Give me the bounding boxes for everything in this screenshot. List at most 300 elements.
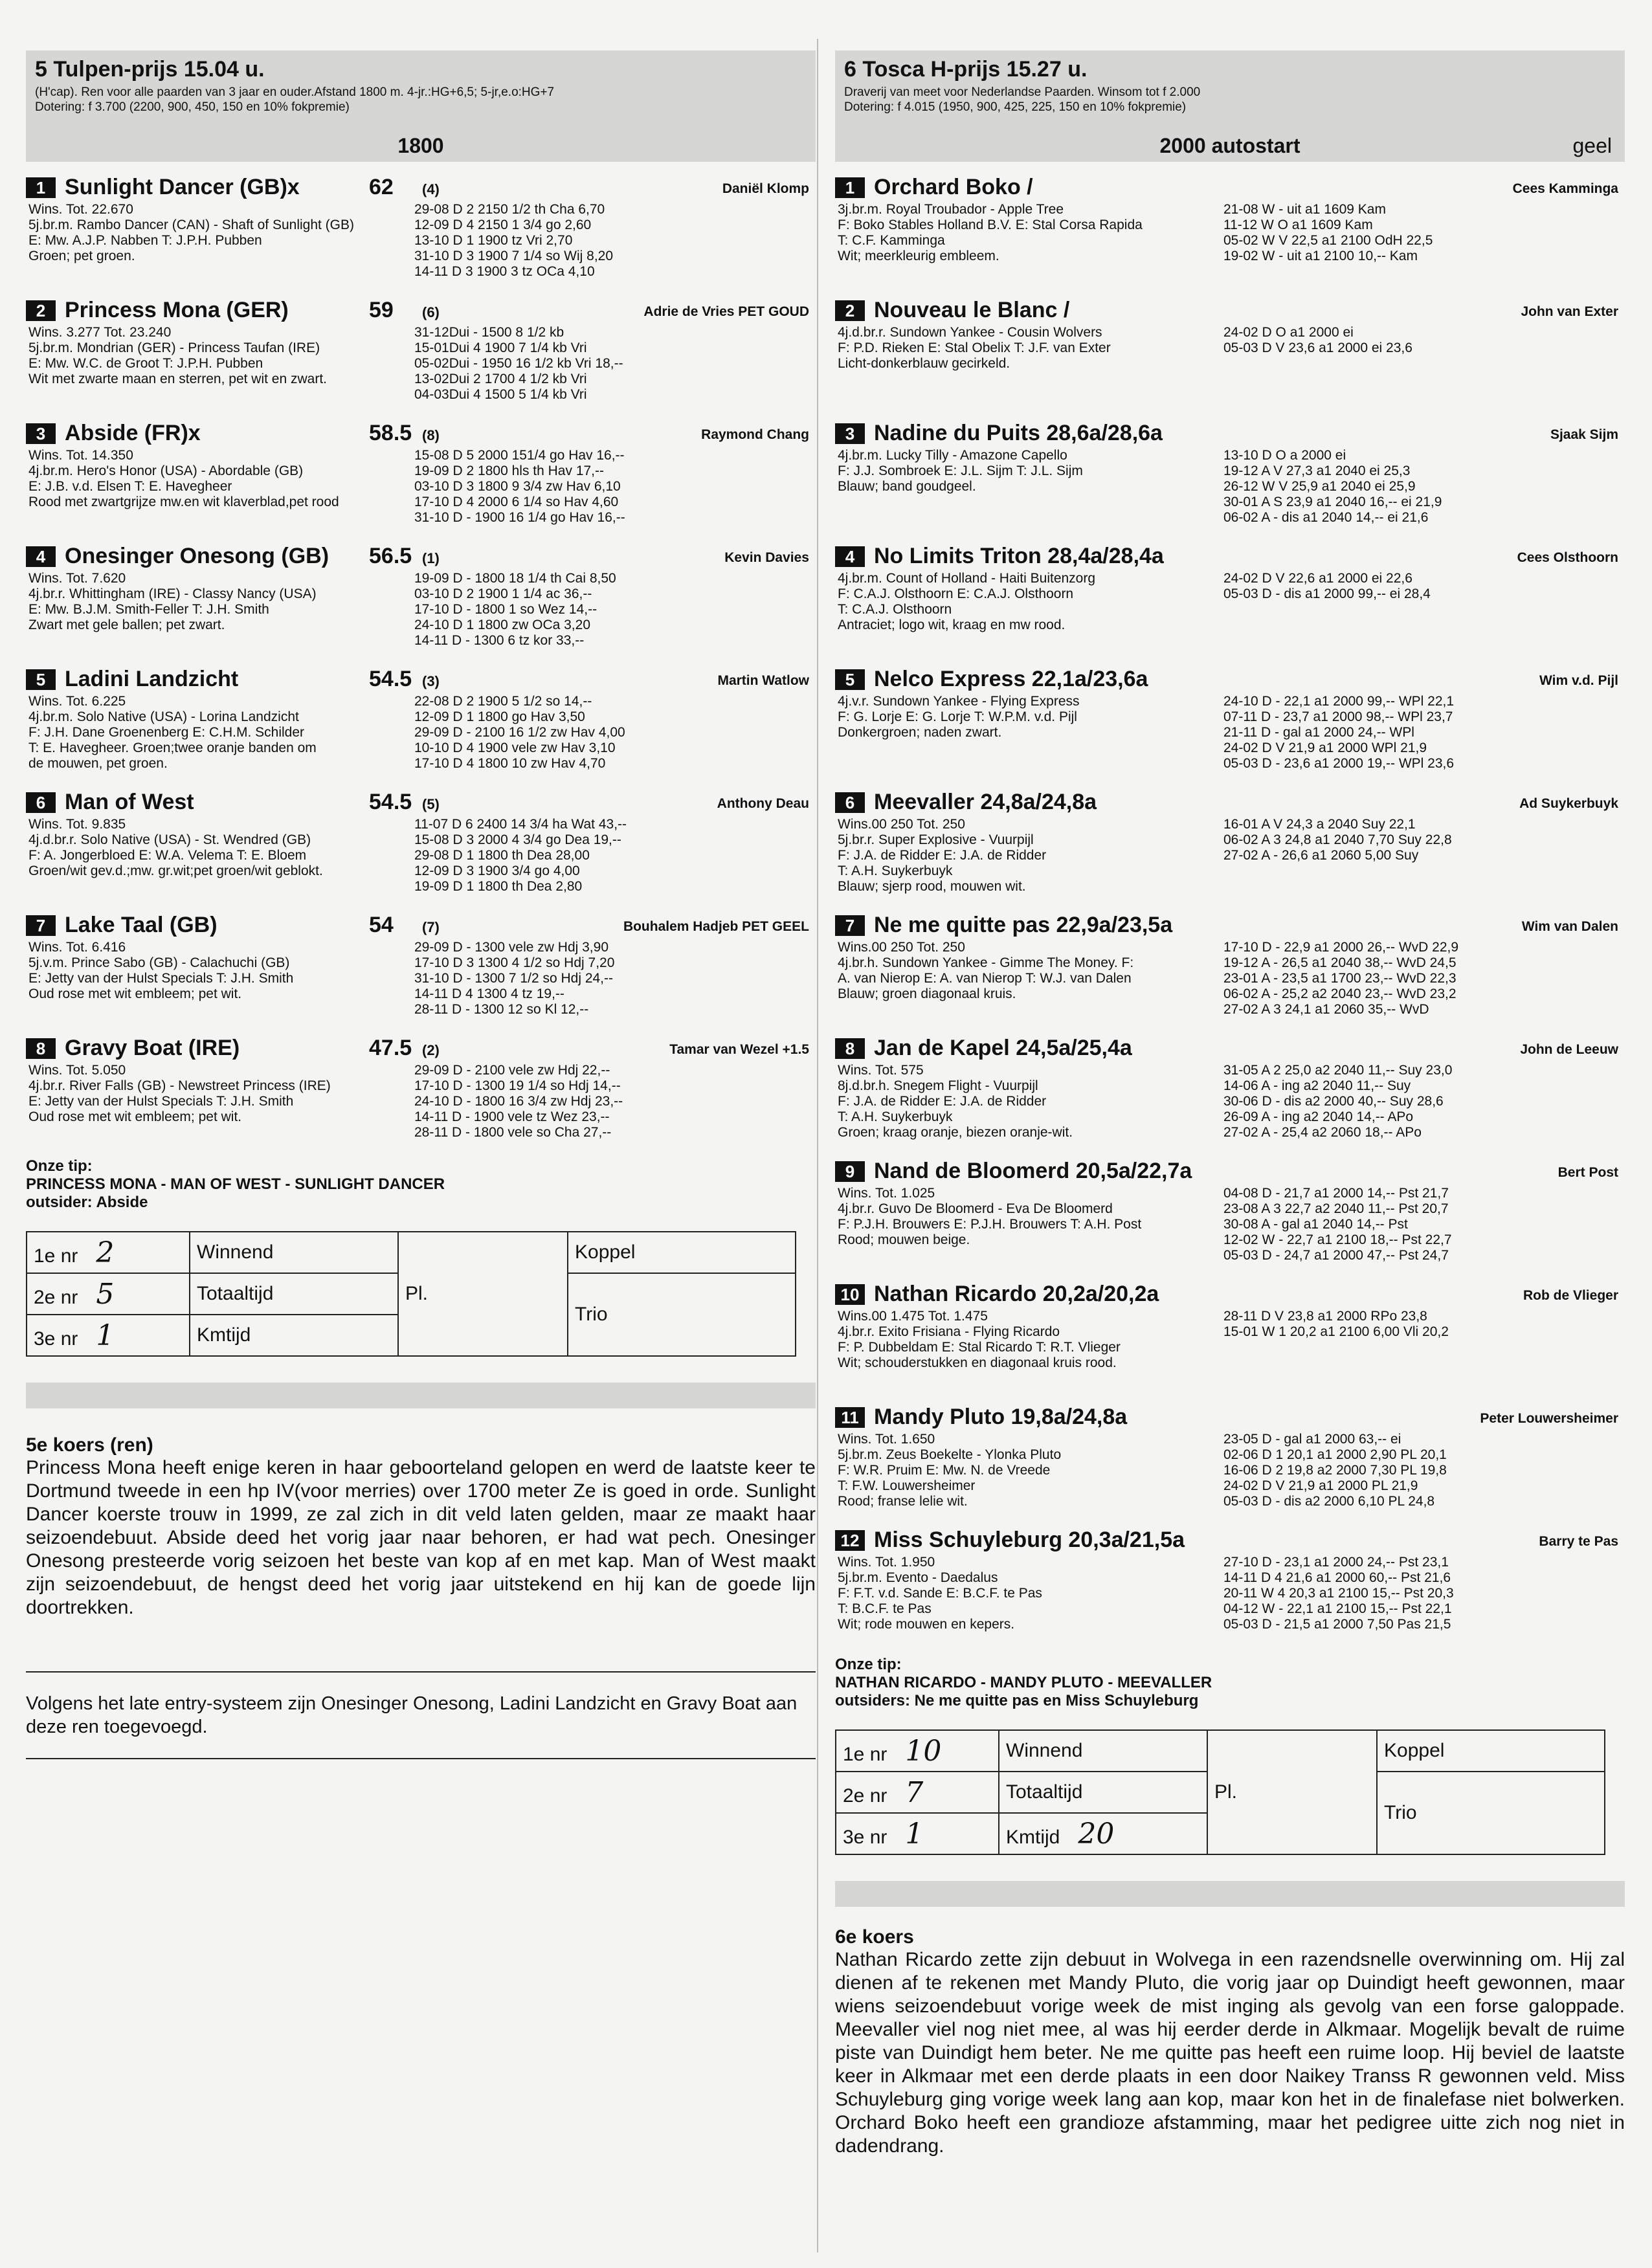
race-title: 6 Tosca H-prijs 15.27 u.	[844, 57, 1088, 82]
form-line: 24-10 D - 1800 16 3/4 zw Hdj 23,--	[414, 1094, 623, 1109]
info-line: F: J.J. Sombroek E: J.L. Sijm T: J.L. Sijm	[838, 463, 1083, 478]
result-totaaltijd: Totaaltijd	[190, 1273, 398, 1315]
form-line: 05-03 D - 21,5 a1 2000 7,50 Pas 21,5	[1223, 1617, 1451, 1632]
info-line: T: C.F. Kamminga	[838, 233, 945, 248]
tip-outsider: outsiders: Ne me quitte pas en Miss Schuyleburg	[835, 1692, 1199, 1709]
info-line: de mouwen, pet groen.	[28, 756, 168, 771]
start-number: 8	[26, 1038, 56, 1059]
form-line: 27-02 A - 25,4 a2 2060 18,-- APo	[1223, 1125, 1422, 1140]
result-table	[26, 1231, 796, 1357]
info-line: Zwart met gele ballen; pet zwart.	[28, 617, 225, 632]
horse-info	[838, 817, 1220, 895]
form-lines	[1223, 325, 1412, 356]
jockey-name: Wim van Dalen	[1521, 919, 1618, 934]
form-line: 31-10 D - 1300 7 1/2 so Hdj 24,--	[414, 971, 614, 986]
start-number: 8	[835, 1038, 865, 1059]
start-number: 10	[835, 1284, 865, 1305]
horse-header	[835, 1034, 1625, 1060]
info-line: Wins. Tot. 6.416	[28, 940, 126, 955]
result-third: 3e nr 1	[27, 1315, 190, 1356]
race-6-column	[835, 0, 1625, 2268]
horse-name: Lake Taal (GB)	[65, 913, 218, 937]
form-line: 05-03 D - dis a1 2000 99,-- ei 28,4	[1223, 586, 1431, 601]
horse-header	[835, 1157, 1625, 1183]
result-second: 2e nr 7	[836, 1772, 999, 1813]
form-line: 10-10 D 4 1900 vele zw Hav 3,10	[414, 740, 616, 755]
tip	[26, 1157, 816, 1212]
horse-name: Princess Mona (GER)	[65, 298, 289, 322]
info-line: 4j.br.m. Solo Native (USA) - Lorina Landzicht	[28, 709, 299, 724]
form-lines	[414, 817, 627, 895]
form-lines	[1223, 1555, 1454, 1632]
info-line: T: E. Havegheer. Groen;twee oranje banden om	[28, 740, 317, 755]
info-line: 3j.br.m. Royal Troubador - Apple Tree	[838, 202, 1064, 217]
start-number: 3	[26, 423, 56, 444]
info-line: F: G. Lorje E: G. Lorje T: W.P.M. v.d. Pijl	[838, 709, 1077, 724]
jockey-name: Peter Louwersheimer	[1480, 1411, 1618, 1426]
tip-label: Onze tip:	[835, 1656, 902, 1673]
horse-weight: 58.5	[369, 421, 412, 445]
horse-name: Nand de Bloomerd 20,5a/22,7a	[874, 1159, 1192, 1183]
form-line: 05-03 D - 23,6 a1 2000 19,-- WPl 23,6	[1223, 756, 1455, 771]
tip-label: Onze tip:	[26, 1157, 93, 1175]
horse-name: Ne me quitte pas 22,9a/23,5a	[874, 913, 1173, 937]
form-line: 29-08 D 2 2150 1/2 th Cha 6,70	[414, 202, 605, 217]
form-line: 28-11 D V 23,8 a1 2000 RPo 23,8	[1223, 1309, 1427, 1324]
form-line: 19-09 D 2 1800 hls th Hav 17,--	[414, 463, 604, 478]
info-line: Wins.00 250 Tot. 250	[838, 817, 965, 832]
form-line: 07-11 D - 23,7 a1 2000 98,-- WPl 23,7	[1223, 709, 1453, 724]
form-line: 13-10 D O a 2000 ei	[1223, 448, 1346, 463]
info-line: Groen; pet groen.	[28, 249, 135, 263]
info-line: Groen/wit gev.d.;mw. gr.wit;pet groen/wit geblokt.	[28, 863, 323, 878]
race-conditions: Draverij van meet voor Nederlandse Paarden. Winsom tot f 2.000	[844, 85, 1201, 99]
info-line: Wins.00 1.475 Tot. 1.475	[838, 1309, 988, 1324]
form-line: 19-09 D - 1800 18 1/4 th Cai 8,50	[414, 571, 616, 586]
form-line: 11-07 D 6 2400 14 3/4 ha Wat 43,--	[414, 817, 627, 832]
result-koppel: Koppel	[1377, 1730, 1605, 1772]
horse-name: Nathan Ricardo 20,2a/20,2a	[874, 1282, 1159, 1306]
horse-name: Meevaller 24,8a/24,8a	[874, 790, 1097, 814]
form-line: 24-02 D V 22,6 a1 2000 ei 22,6	[1223, 571, 1412, 586]
late-entry-note: Volgens het late entry-systeem zijn Onesinger Onesong, Ladini Landzicht en Gravy Boat aan deze ren toegevoegd.	[26, 1693, 798, 1737]
info-line: Oud rose met wit embleem; pet wit.	[28, 1109, 242, 1124]
info-line: E: Mw. A.J.P. Nabben T: J.P.H. Pubben	[28, 233, 262, 248]
start-number: 1	[835, 177, 865, 198]
start-number: 2	[26, 300, 56, 321]
start-position: (1)	[422, 550, 440, 566]
jockey-name: Kevin Davies	[724, 550, 809, 565]
horse-header	[835, 1280, 1625, 1306]
horse-info	[838, 325, 1220, 372]
jockey-name: Raymond Chang	[701, 427, 809, 442]
result-second: 2e nr 5	[27, 1273, 190, 1315]
jockey-name: Adrie de Vries PET GOUD	[643, 304, 809, 319]
form-line: 14-11 D 4 1300 4 tz 19,--	[414, 986, 564, 1001]
horse-header	[26, 788, 816, 814]
form-line: 06-02 A - 25,2 a2 2040 23,-- WvD 23,2	[1223, 986, 1457, 1001]
start-number: 3	[835, 423, 865, 444]
horse-entry	[835, 911, 1625, 1034]
horse-header	[26, 1034, 816, 1060]
race-distance: 1800	[397, 134, 444, 157]
horse-entry	[26, 665, 816, 788]
info-line: Wins. Tot. 22.670	[28, 202, 133, 217]
start-number: 4	[26, 546, 56, 567]
start-position: (3)	[422, 673, 440, 689]
info-line: F: J.A. de Ridder E: J.A. de Ridder	[838, 848, 1047, 863]
horse-entry	[26, 542, 816, 665]
horse-header	[835, 542, 1625, 568]
info-line: 8j.d.br.h. Snegem Flight - Vuurpijl	[838, 1078, 1038, 1093]
form-lines	[414, 448, 625, 526]
horse-header	[26, 665, 816, 691]
jockey-name: Barry te Pas	[1539, 1534, 1618, 1549]
form-lines	[1223, 571, 1431, 602]
result-first: 1e nr 2	[27, 1232, 190, 1273]
form-line: 24-02 D V 21,9 a1 2000 PL 21,9	[1223, 1478, 1418, 1493]
form-line: 11-12 W O a1 1609 Kam	[1223, 217, 1373, 232]
form-line: 06-02 A - dis a1 2040 14,-- ei 21,6	[1223, 510, 1429, 525]
form-line: 13-10 D 1 1900 tz Vri 2,70	[414, 233, 573, 248]
info-line: E: Jetty van der Hulst Specials T: J.H. Smith	[28, 1094, 294, 1109]
race-5-column	[26, 0, 816, 2268]
info-line: Rood; franse lelie wit.	[838, 1494, 968, 1509]
start-position: (7)	[422, 919, 440, 935]
form-lines	[1223, 448, 1442, 526]
info-line: Wins. Tot. 6.225	[28, 694, 126, 709]
start-position: (4)	[422, 181, 440, 197]
horse-entry	[26, 419, 816, 542]
horse-name: Mandy Pluto 19,8a/24,8a	[874, 1405, 1128, 1429]
horse-info	[28, 325, 410, 387]
jockey-name: John van Exter	[1521, 304, 1618, 319]
info-line: 5j.v.m. Prince Sabo (GB) - Calachuchi (GB)	[28, 955, 290, 970]
handwritten-number: 10	[905, 1734, 942, 1768]
info-line: Oud rose met wit embleem; pet wit.	[28, 986, 242, 1001]
start-number: 7	[835, 915, 865, 936]
horse-name: Ladini Landzicht	[65, 667, 239, 691]
horse-header	[835, 1403, 1625, 1429]
horse-info	[838, 694, 1220, 740]
form-line: 28-11 D - 1300 12 so Kl 12,--	[414, 1002, 589, 1017]
result-trio: Trio	[1377, 1772, 1605, 1854]
form-lines	[414, 1063, 623, 1140]
race-header	[835, 50, 1625, 162]
horse-weight: 54	[369, 913, 394, 937]
form-line: 24-10 D 1 1800 zw OCa 3,20	[414, 617, 590, 632]
form-line: 14-06 A - ing a2 2040 11,-- Suy	[1223, 1078, 1411, 1093]
start-number: 6	[26, 792, 56, 813]
horse-name: Sunlight Dancer (GB)x	[65, 175, 300, 199]
form-lines	[1223, 1186, 1452, 1263]
info-line: 4j.br.r. River Falls (GB) - Newstreet Princess (IRE)	[28, 1078, 331, 1093]
koers-text: Princess Mona heeft enige keren in haar geboorteland gelopen en werd de laatste keer te Dortmund tweede in een hp IV(voor merries) over 1700 meter Ze is goed in orde. Sunlight Dancer koerste trouw in 1999, ze zal zich in dit veld laten gelden, maar ze maakt haar seizoendebuut. Abside deed het vorig jaar naar behoren, er had wat pech. Onesinger Onesong presteerde vorig seizoen het beste van kop af en met kap. Man of West maakt zijn seizoendebuut, de hengst deed het vorig jaar uitstekend en hij kan de goede lijn doortrekken.	[26, 1457, 816, 1618]
rule	[26, 1671, 816, 1673]
start-position: (8)	[422, 427, 440, 443]
form-lines	[1223, 1309, 1449, 1340]
horse-header	[835, 173, 1625, 199]
form-line: 31-10 D 3 1900 7 1/4 so Wij 8,20	[414, 249, 614, 263]
info-line: Wins. Tot. 1.950	[838, 1555, 935, 1570]
info-line: 4j.br.r. Guvo De Bloomerd - Eva De Bloomerd	[838, 1201, 1113, 1216]
info-line: 4j.d.br.r. Sundown Yankee - Cousin Wolvers	[838, 325, 1102, 340]
horse-info	[28, 202, 410, 264]
horse-entry	[835, 1280, 1625, 1403]
form-line: 22-08 D 2 1900 5 1/2 so 14,--	[414, 694, 592, 709]
info-line: Wins. Tot. 1.025	[838, 1186, 935, 1201]
form-line: 17-10 D 4 1800 10 zw Hav 4,70	[414, 756, 606, 771]
form-line: 12-09 D 1 1800 go Hav 3,50	[414, 709, 585, 724]
info-line: E: Mw. W.C. de Groot T: J.P.H. Pubben	[28, 356, 263, 371]
info-line: F: C.A.J. Olsthoorn E: C.A.J. Olsthoorn	[838, 586, 1074, 601]
horse-info	[28, 571, 410, 633]
start-number: 1	[26, 177, 56, 198]
info-line: T: A.H. Suykerbuyk	[838, 1109, 953, 1124]
horse-info	[28, 940, 410, 1002]
handwritten-number: 2	[96, 1236, 115, 1269]
info-line: Donkergroen; naden zwart.	[838, 725, 1002, 740]
horse-name: Nelco Express 22,1a/23,6a	[874, 667, 1148, 691]
horse-name: Onesinger Onesong (GB)	[65, 544, 329, 568]
horse-name: Nadine du Puits 28,6a/28,6a	[874, 421, 1163, 445]
info-line: Wit; meerkleurig embleem.	[838, 249, 999, 263]
horse-header	[835, 296, 1625, 322]
koers-text: Nathan Ricardo zette zijn debuut in Wolvega in een razendsnelle overwinning om. Hij zal dienen af te rekenen met Mandy Pluto, die vorig jaar op Duindigt heeft gewonnen, maar wiens seizoendebuut vorige week de mist inging als gevolg van een forse galoppade. Meevaller viel nog niet mee, al was hij eerder derde in Alkmaar. Mogelijk bevalt de ruime piste van Duindigt hem beter. Ne me quitte pas heeft een ruime loop. Hij beviel de laatste keer in Alkmaar met een derde plaats in een door Naikey Transs R gewonnen veld. Miss Schuyleburg ging vorige week lang aan kop, maar kon het in de finalefase niet bolwerken. Orchard Boko heeft een grandioze afstamming, maar het pedigree uitte zich nog niet in dadendrang.	[835, 1949, 1625, 2157]
info-line: E: J.B. v.d. Elsen T: E. Havegheer	[28, 479, 232, 494]
result-kmtijd: Kmtijd 20	[999, 1813, 1207, 1854]
info-line: 4j.br.h. Sundown Yankee - Gimme The Money. F:	[838, 955, 1134, 970]
jockey-name: Ad Suykerbuyk	[1519, 796, 1618, 811]
horse-name: Gravy Boat (IRE)	[65, 1036, 240, 1060]
horse-entry	[835, 665, 1625, 788]
horse-entry	[835, 1034, 1625, 1157]
form-lines	[1223, 940, 1458, 1017]
form-line: 21-08 W - uit a1 1609 Kam	[1223, 202, 1386, 217]
info-line: T: C.A.J. Olsthoorn	[838, 602, 952, 617]
horse-info	[838, 1063, 1220, 1140]
form-line: 27-10 D - 23,1 a1 2000 24,-- Pst 23,1	[1223, 1555, 1449, 1570]
result-pl: Pl.	[1207, 1730, 1377, 1854]
horse-header	[835, 1526, 1625, 1552]
horse-header	[26, 542, 816, 568]
result-koppel: Koppel	[568, 1232, 796, 1273]
horse-info	[838, 940, 1220, 1002]
form-line: 24-02 D O a1 2000 ei	[1223, 325, 1354, 340]
race-prize: Dotering: f 3.700 (2200, 900, 450, 150 en 10% fokpremie)	[35, 100, 350, 114]
horse-name: Abside (FR)x	[65, 421, 201, 445]
horse-info	[838, 1432, 1220, 1509]
form-line: 31-12Dui - 1500 8 1/2 kb	[414, 325, 564, 340]
info-line: Wins. Tot. 1.650	[838, 1432, 935, 1447]
form-lines	[414, 694, 625, 772]
horse-info	[838, 1186, 1220, 1248]
horse-name: No Limits Triton 28,4a/28,4a	[874, 544, 1164, 568]
info-line: Antraciet; logo wit, kraag en mw rood.	[838, 617, 1066, 632]
info-line: Blauw; band goudgeel.	[838, 479, 976, 494]
info-line: Wins. Tot. 9.835	[28, 817, 126, 832]
handwritten-number: 7	[905, 1775, 924, 1809]
info-line: F: J.A. de Ridder E: J.A. de Ridder	[838, 1094, 1047, 1109]
info-line: T: A.H. Suykerbuyk	[838, 863, 953, 878]
form-line: 17-10 D - 22,9 a1 2000 26,-- WvD 22,9	[1223, 940, 1459, 955]
form-line: 12-02 W - 22,7 a1 2100 18,-- Pst 22,7	[1223, 1232, 1452, 1247]
tip-line: PRINCESS MONA - MAN OF WEST - SUNLIGHT DANCER	[26, 1175, 445, 1193]
jockey-name: Daniël Klomp	[722, 181, 809, 196]
form-line: 05-03 D V 23,6 a1 2000 ei 23,6	[1223, 340, 1412, 355]
race-distance: 2000 autostart	[1159, 134, 1300, 157]
horse-entry	[835, 542, 1625, 665]
form-line: 03-10 D 2 1900 1 1/4 ac 36,--	[414, 586, 592, 601]
start-number: 7	[26, 915, 56, 936]
horse-entry	[26, 788, 816, 911]
info-line: Wit met zwarte maan en sterren, pet wit en zwart.	[28, 372, 327, 386]
jockey-name: Rob de Vlieger	[1523, 1288, 1618, 1303]
start-position: (2)	[422, 1042, 440, 1058]
form-line: 30-08 A - gal a1 2040 14,-- Pst	[1223, 1217, 1408, 1232]
form-line: 17-10 D 4 2000 6 1/4 so Hav 4,60	[414, 495, 619, 509]
form-line: 30-01 A S 23,9 a1 2040 16,-- ei 21,9	[1223, 495, 1442, 509]
info-line: 4j.d.br.r. Solo Native (USA) - St. Wendred (GB)	[28, 832, 311, 847]
form-line: 16-01 A V 24,3 a 2040 Suy 22,1	[1223, 817, 1416, 832]
form-line: 15-08 D 3 2000 4 3/4 go Dea 19,--	[414, 832, 621, 847]
horse-info	[838, 448, 1220, 495]
jockey-name: Martin Watlow	[717, 673, 809, 688]
horse-header	[835, 911, 1625, 937]
info-line: F: J.H. Dane Groenenberg E: C.H.M. Schilder	[28, 725, 304, 740]
info-line: 4j.br.r. Whittingham (IRE) - Classy Nancy (USA)	[28, 586, 317, 601]
form-line: 17-10 D 3 1300 4 1/2 so Hdj 7,20	[414, 955, 615, 970]
form-line: 14-11 D - 1300 6 tz kor 33,--	[414, 633, 585, 648]
form-line: 29-09 D - 2100 vele zw Hdj 22,--	[414, 1063, 610, 1078]
horse-weight: 54.5	[369, 667, 412, 691]
jockey-name: Bert Post	[1557, 1165, 1618, 1180]
info-line: E: Jetty van der Hulst Specials T: J.H. Smith	[28, 971, 294, 986]
start-number: 12	[835, 1530, 865, 1551]
form-line: 29-09 D - 2100 16 1/2 zw Hav 4,00	[414, 725, 625, 740]
info-line: A. van Nierop E: A. van Nierop T: W.J. van Dalen	[838, 971, 1132, 986]
form-line: 20-11 W 4 20,3 a1 2100 15,-- Pst 20,3	[1223, 1586, 1454, 1601]
horse-entry	[835, 788, 1625, 911]
info-line: Rood; mouwen beige.	[838, 1232, 970, 1247]
form-line: 26-12 W V 25,9 a1 2040 ei 25,9	[1223, 479, 1416, 494]
form-line: 14-11 D 3 1900 3 tz OCa 4,10	[414, 264, 595, 279]
jockey-name: Bouhalem Hadjeb PET GEEL	[623, 919, 809, 934]
race-color: geel	[1572, 134, 1612, 157]
jockey-name: Sjaak Sijm	[1550, 427, 1618, 442]
form-lines	[1223, 694, 1454, 772]
horse-entry	[26, 911, 816, 1034]
horse-entry	[835, 1526, 1625, 1649]
horse-header	[835, 665, 1625, 691]
info-line: F: F.T. v.d. Sande E: B.C.F. te Pas	[838, 1586, 1042, 1601]
info-line: Wins. Tot. 575	[838, 1063, 924, 1078]
info-line: Blauw; groen diagonaal kruis.	[838, 986, 1016, 1001]
info-line: F: P.D. Rieken E: Stal Obelix T: J.F. van Exter	[838, 340, 1111, 355]
race-header	[26, 50, 816, 162]
info-line: Wins. Tot. 7.620	[28, 571, 126, 586]
horse-header	[835, 419, 1625, 445]
form-line: 31-10 D - 1900 16 1/4 go Hav 16,--	[414, 510, 625, 525]
form-line: 02-06 D 1 20,1 a1 2000 2,90 PL 20,1	[1223, 1447, 1447, 1462]
horse-name: Orchard Boko /	[874, 175, 1033, 199]
form-line: 14-11 D 4 21,6 a1 2000 60,-- Pst 21,6	[1223, 1570, 1451, 1585]
result-trio: Trio	[568, 1273, 796, 1356]
info-line: Wins. Tot. 14.350	[28, 448, 133, 463]
form-lines	[414, 940, 614, 1017]
koers-title: 6e koers	[835, 1926, 914, 1948]
form-lines	[1223, 202, 1433, 264]
info-line: F: P.J.H. Brouwers E: P.J.H. Brouwers T: A.H. Post	[838, 1217, 1142, 1232]
form-line: 05-03 D - dis a2 2000 6,10 PL 24,8	[1223, 1494, 1435, 1509]
form-line: 17-10 D - 1800 1 so Wez 14,--	[414, 602, 597, 617]
form-line: 28-11 D - 1800 vele so Cha 27,--	[414, 1125, 612, 1140]
result-winnend: Winnend	[190, 1232, 398, 1273]
result-third: 3e nr 1	[836, 1813, 999, 1854]
jockey-name: Anthony Deau	[717, 796, 809, 811]
horse-info	[838, 202, 1220, 264]
horse-info	[838, 1309, 1220, 1371]
info-line: 5j.br.m. Evento - Daedalus	[838, 1570, 998, 1585]
handwritten-number: 20	[1078, 1817, 1115, 1851]
tip	[835, 1656, 1625, 1710]
info-line: Blauw; sjerp rood, mouwen wit.	[838, 879, 1026, 894]
race-prize: Dotering: f 4.015 (1950, 900, 425, 225, 150 en 10% fokpremie)	[844, 100, 1187, 114]
horse-info	[28, 817, 410, 879]
result-totaaltijd: Totaaltijd	[999, 1772, 1207, 1813]
form-line: 29-08 D 1 1800 th Dea 28,00	[414, 848, 590, 863]
form-line: 12-09 D 3 1900 3/4 go 4,00	[414, 863, 580, 878]
form-line: 29-09 D - 1300 vele zw Hdj 3,90	[414, 940, 608, 955]
race-title: 5 Tulpen-prijs 15.04 u.	[35, 57, 265, 82]
info-line: F: Boko Stables Holland B.V. E: Stal Corsa Rapida	[838, 217, 1143, 232]
info-line: 5j.br.m. Zeus Boekelte - Ylonka Pluto	[838, 1447, 1062, 1462]
form-line: 24-10 D - 22,1 a1 2000 99,-- WPl 22,1	[1223, 694, 1455, 709]
result-winnend: Winnend	[999, 1730, 1207, 1772]
horse-info	[838, 1555, 1220, 1632]
form-line: 31-05 A 2 25,0 a2 2040 11,-- Suy 23,0	[1223, 1063, 1453, 1078]
koers-title: 5e koers (ren)	[26, 1434, 153, 1456]
info-line: Wins. Tot. 5.050	[28, 1063, 126, 1078]
horse-entry	[26, 173, 816, 296]
horse-info	[28, 1063, 410, 1125]
form-line: 03-10 D 3 1800 9 3/4 zw Hav 6,10	[414, 479, 621, 494]
info-line: Licht-donkerblauw gecirkeld.	[838, 356, 1010, 371]
form-line: 23-05 D - gal a1 2000 63,-- ei	[1223, 1432, 1401, 1447]
horse-weight: 47.5	[369, 1036, 412, 1060]
horse-header	[835, 788, 1625, 814]
horse-list	[835, 173, 1625, 1649]
horse-entry	[26, 296, 816, 419]
form-line: 19-09 D 1 1800 th Dea 2,80	[414, 879, 583, 894]
form-line: 15-01 W 1 20,2 a1 2100 6,00 Vli 20,2	[1223, 1324, 1449, 1339]
info-line: Wit; schouderstukken en diagonaal kruis rood.	[838, 1355, 1117, 1370]
horse-name: Nouveau le Blanc /	[874, 298, 1070, 322]
form-line: 17-10 D - 1300 19 1/4 so Hdj 14,--	[414, 1078, 621, 1093]
info-line: F: A. Jongerbloed E: W.A. Velema T: E. Bloem	[28, 848, 307, 863]
jockey-name: John de Leeuw	[1520, 1042, 1618, 1057]
form-lines	[414, 325, 623, 403]
form-lines	[414, 202, 613, 280]
form-line: 04-03Dui 4 1500 5 1/4 kb Vri	[414, 387, 587, 402]
form-line: 26-09 A - ing a2 2040 14,-- APo	[1223, 1109, 1414, 1124]
form-line: 04-08 D - 21,7 a1 2000 14,-- Pst 21,7	[1223, 1186, 1449, 1201]
horse-list	[26, 173, 816, 1157]
info-line: 4j.br.m. Count of Holland - Haiti Buitenzorg	[838, 571, 1096, 586]
start-number: 11	[835, 1407, 865, 1428]
gray-bar	[26, 1383, 816, 1408]
horse-name: Miss Schuyleburg 20,3a/21,5a	[874, 1528, 1185, 1552]
